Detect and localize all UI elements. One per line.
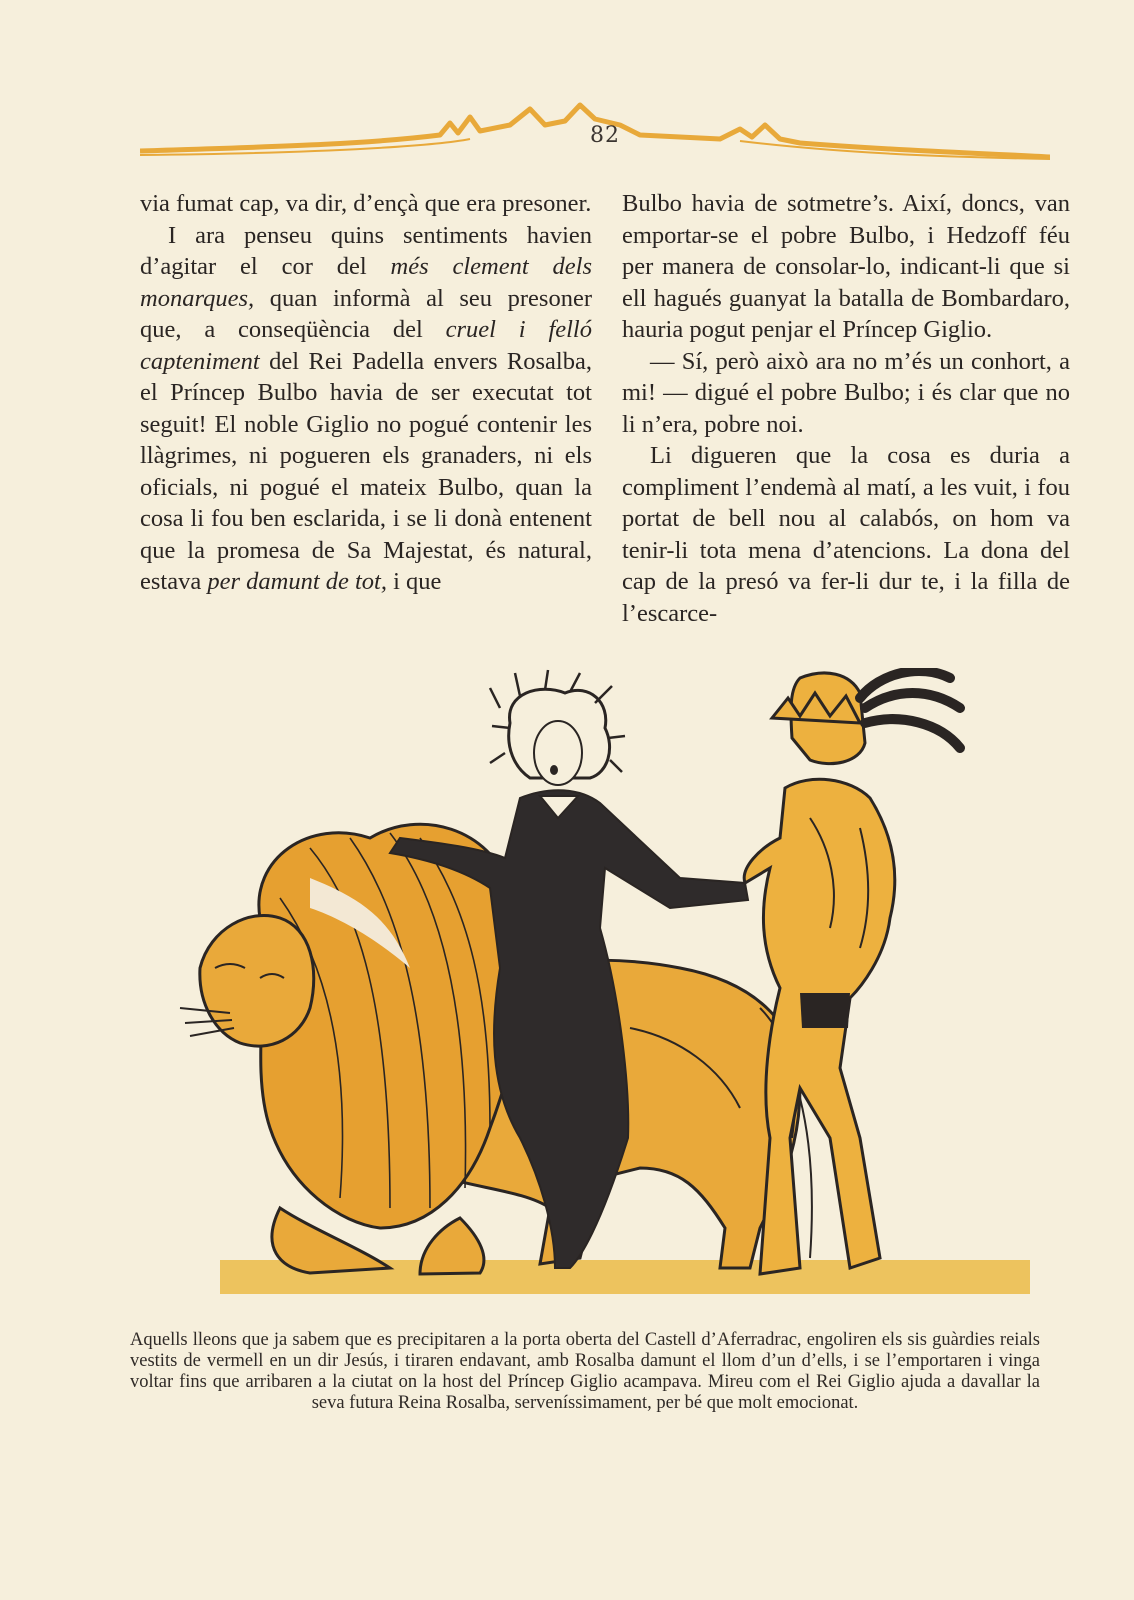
text-run: I ara penseu quins sentiments havien d’agitar el cor del <box>140 221 592 280</box>
left-text-column <box>140 188 592 598</box>
page-number: 82 <box>590 123 620 148</box>
italic-phrase: per damunt de tot, <box>207 568 387 595</box>
lion-rosalba-knight-illustration <box>160 668 1060 1318</box>
italic-phrase: més clement dels monarques, <box>140 253 593 312</box>
paragraph: Li digueren que la cosa es duria a compliment l’endemà al matí, a les vuit, i fou portat de bell nou al calabós, on hom va tenir-li tota mena d’atencions. La dona del cap de la presó va fer-li dur te, i la filla de l’escarce- <box>622 442 1070 627</box>
illustration-caption: Aquells lleons que ja sabem que es precipitaren a la porta oberta del Castell d’Aferradrac, engoliren els sis guàrdies reials vestits de vermell en un dir Jesús, i tiraren endavant, amb Rosalba damunt el llom d’un d’ells, i se l’emportaren i vinga voltar fins que arribaren a la ciutat on la host del Príncep Giglio acampava. Mireu com el Rei Giglio ajuda a davallar la seva futura Reina Rosalba, serveníssimament, per bé que molt emocionat. <box>130 1330 1040 1413</box>
italic-phrase: cruel i felló capteniment <box>140 316 592 375</box>
text-run: quan informà al seu presoner que, a conseqüència del <box>140 284 592 343</box>
text-run: i que <box>387 568 442 595</box>
paragraph: — Sí, però això ara no m’és un conhort, a mi! — digué el pobre Bulbo; i és clar que no li n’era, pobre noi. <box>622 347 1070 438</box>
knight-figure <box>744 671 960 1274</box>
right-text-column <box>622 188 1070 629</box>
paragraph <box>140 220 592 598</box>
text-run: del Rei Padella envers Rosalba, el Príncep Bulbo havia de ser executat tot seguit! El noble Giglio no pogué contenir les llàgrimes, ni pogueren els granaders, ni els oficials, ni pogué el mateix Bulbo, quan la cosa li fou ben esclarida, i se li donà entenent que la promesa de Sa Majestat, és natural, estava <box>140 347 592 595</box>
paragraph: via fumat cap, va dir, d’ençà que era presoner. <box>140 190 592 217</box>
paragraph: Bulbo havia de sotmetre’s. Així, doncs, van emportar-se el pobre Bulbo, i Hedzoff féu per manera de consolar-lo, indicant-li que si ell hagués guanyat la batalla de Bombardaro, hauria pogut penjar el Príncep Giglio. <box>622 190 1070 343</box>
